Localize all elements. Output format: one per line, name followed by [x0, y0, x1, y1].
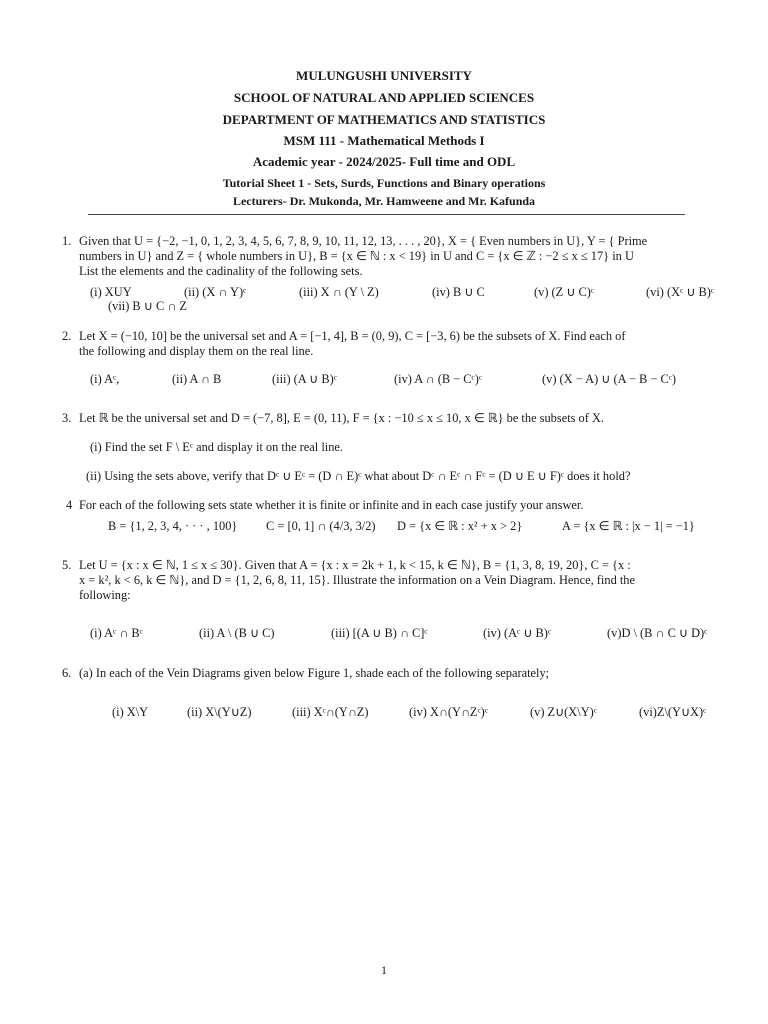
part-item: (iv) X∩(Y∩Zᶜ)ᶜ: [409, 705, 488, 719]
part-item: (ii) A \ (B ∪ C): [199, 626, 275, 640]
question-text: numbers in U} and Z = { whole numbers in U}, B = {x ∈ ℕ : x < 19} in U and C = {x ∈ ℤ : −2 ≤ x ≤ 17} in U: [79, 249, 634, 263]
part-item: (vii) B ∪ C ∩ Z: [108, 299, 187, 313]
part-item: (i) Aᶜ,: [90, 372, 120, 386]
set-definition: A = {x ∈ ℝ : |x − 1| = −1}: [562, 519, 695, 533]
part-item: (iv) (Aᶜ ∪ B)ᶜ: [483, 626, 552, 640]
part-item: (ii) X\(Y∪Z): [187, 705, 252, 719]
part-item: (i) X\Y: [112, 705, 149, 719]
tutorial-sheet-title: Tutorial Sheet 1 - Sets, Surds, Functions and Binary operations: [222, 176, 546, 190]
question-text: x = k², k < 6, k ∈ ℕ}, and D = {1, 2, 6, 8, 11, 15}. Illustrate the information on a Vein Diagram. Hence, find the: [79, 573, 636, 587]
part-item: (vi)Z\(Y∪X)ᶜ: [639, 705, 707, 719]
part-item: (iv) B ∪ C: [432, 285, 485, 299]
part-item: (v) (X − A) ∪ (A − B − Cᶜ): [542, 372, 677, 386]
set-definition: D = {x ∈ ℝ : x² + x > 2}: [397, 519, 523, 533]
academic-year: Academic year - 2024/2025- Full time and ODL: [252, 154, 516, 169]
lecturers: Lecturers- Dr. Mukonda, Mr. Hamweene and Mr. Kafunda: [232, 194, 536, 208]
part-item: (iii) X ∩ (Y \ Z): [299, 285, 379, 299]
part-item: (i) Find the set F \ Eᶜ and display it on the real line.: [90, 440, 344, 454]
part-item: (ii) Using the sets above, verify that Dᶜ ∪ Eᶜ = (D ∩ E)ᶜ what about Dᶜ ∩ Eᶜ ∩ Fᶜ = (D ∪ E ∪ F)ᶜ does it hold?: [86, 469, 631, 483]
question-text: (a) In each of the Vein Diagrams given below Figure 1, shade each of the following separately;: [79, 666, 550, 680]
question-text: Let U = {x : x ∈ ℕ, 1 ≤ x ≤ 30}. Given that A = {x : x = 2k + 1, k < 15, k ∈ ℕ}, B = {1, 3, 8, 19, 20}, C = {x :: [79, 558, 631, 572]
part-item: (v) (Z ∪ C)ᶜ: [534, 285, 595, 299]
part-item: (ii) (X ∩ Y)ᶜ: [184, 285, 247, 299]
part-item: (vi) (Xᶜ ∪ B)ᶜ: [646, 285, 715, 299]
question-number: 1.: [62, 234, 72, 248]
question-number: 5.: [62, 558, 72, 572]
question-text: For each of the following sets state whether it is finite or infinite and in each case justify your answer.: [79, 498, 584, 512]
part-item: (i) XUY: [90, 285, 132, 299]
question-text: List the elements and the cadinality of the following sets.: [79, 264, 363, 278]
course-title: MSM 111 - Mathematical Methods I: [283, 133, 485, 148]
part-item: (v)D \ (B ∩ C ∪ D)ᶜ: [607, 626, 708, 640]
question-text: following:: [79, 588, 131, 602]
part-item: (iii) Xᶜ∩(Y∩Z): [292, 705, 369, 719]
question-number: 4: [66, 498, 73, 512]
question-text: Given that U = {−2, −1, 0, 1, 2, 3, 4, 5, 6, 7, 8, 9, 10, 11, 12, 13, . . . , 20}, X = { Even numbers in U}, Y = { Prime: [79, 234, 648, 248]
part-item: (iii) (A ∪ B)ᶜ: [272, 372, 337, 386]
part-item: (iv) A ∩ (B − Cᶜ)ᶜ: [394, 372, 483, 386]
school-name: SCHOOL OF NATURAL AND APPLIED SCIENCES: [233, 90, 535, 105]
page-number: 1: [381, 963, 387, 977]
question-text: Let ℝ be the universal set and D = (−7, 8], E = (0, 11), F = {x : −10 ≤ x ≤ 10, x ∈ ℝ} be the subsets of X.: [79, 411, 605, 425]
part-item: (i) Aᶜ ∩ Bᶜ: [90, 626, 143, 640]
university-name: MULUNGUSHI UNIVERSITY: [296, 68, 472, 83]
part-item: (v) Z∪(X\Y)ᶜ: [530, 705, 597, 719]
set-definition: B = {1, 2, 3, 4, · · · , 100}: [108, 519, 238, 533]
part-item: (iii) [(A ∪ B) ∩ C]ᶜ: [331, 626, 428, 640]
part-item: (ii) A ∩ B: [172, 372, 222, 386]
question-text: the following and display them on the real line.: [79, 344, 314, 358]
question-number: 3.: [62, 411, 72, 425]
set-definition: C = [0, 1] ∩ (4/3, 3/2): [266, 519, 376, 533]
question-text: Let X = (−10, 10] be the universal set and A = [−1, 4], B = (0, 9), C = [−3, 6) be the subsets of X. Find each of: [79, 329, 626, 343]
header-divider: [88, 214, 685, 215]
department-name: DEPARTMENT OF MATHEMATICS AND STATISTICS: [222, 112, 546, 127]
question-number: 2.: [62, 329, 72, 343]
question-number: 6.: [62, 666, 72, 680]
